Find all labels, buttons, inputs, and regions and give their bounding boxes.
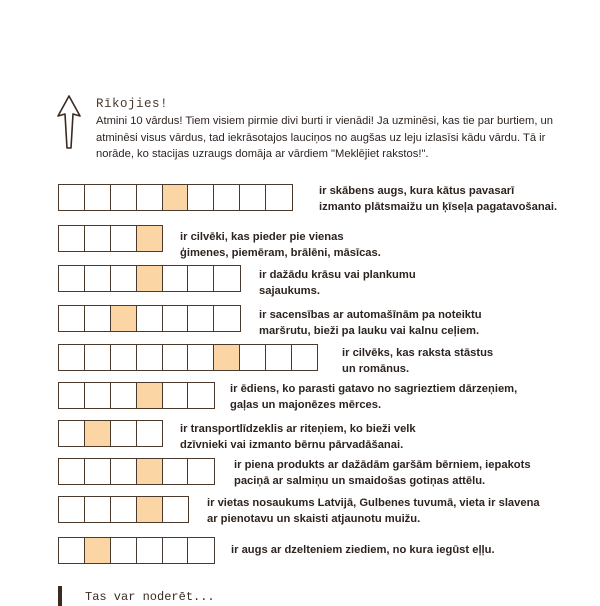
puzzle-row bbox=[58, 184, 293, 211]
letter-cell[interactable] bbox=[58, 305, 85, 332]
puzzle-row bbox=[58, 496, 189, 523]
letter-cell[interactable] bbox=[239, 184, 266, 211]
letter-cell[interactable] bbox=[265, 344, 292, 371]
letter-cell[interactable] bbox=[162, 344, 189, 371]
letter-cell[interactable] bbox=[110, 184, 137, 211]
letter-cell[interactable] bbox=[187, 458, 214, 485]
letter-cell[interactable] bbox=[265, 184, 292, 211]
highlighted-letter-cell[interactable] bbox=[136, 265, 163, 292]
letter-cell[interactable] bbox=[136, 305, 163, 332]
letter-cell[interactable] bbox=[58, 225, 85, 252]
highlighted-letter-cell[interactable] bbox=[136, 225, 163, 252]
clue-text: ir vietas nosaukums Latvijā, Gulbenes tuvumā, vieta ir slavena ar pienotavu un skaisti atjaunotu muižu. bbox=[207, 497, 540, 525]
letter-cell[interactable] bbox=[187, 344, 214, 371]
letter-cell[interactable] bbox=[110, 344, 137, 371]
letter-cell[interactable] bbox=[84, 225, 111, 252]
letter-cell[interactable] bbox=[58, 420, 85, 447]
letter-cell[interactable] bbox=[58, 537, 85, 564]
hint-bar bbox=[58, 586, 62, 606]
letter-cell[interactable] bbox=[84, 265, 111, 292]
letter-cell[interactable] bbox=[136, 344, 163, 371]
puzzle-row bbox=[58, 344, 318, 371]
letter-cell[interactable] bbox=[213, 265, 240, 292]
letter-cell[interactable] bbox=[213, 305, 240, 332]
letter-cell[interactable] bbox=[162, 265, 189, 292]
letter-cell[interactable] bbox=[58, 496, 85, 523]
puzzle-row bbox=[58, 305, 241, 332]
letter-cell[interactable] bbox=[187, 265, 214, 292]
letter-cell[interactable] bbox=[84, 382, 111, 409]
highlighted-letter-cell[interactable] bbox=[84, 537, 111, 564]
letter-cell[interactable] bbox=[58, 458, 85, 485]
puzzle-row bbox=[58, 225, 163, 252]
letter-cell[interactable] bbox=[84, 184, 111, 211]
letter-cell[interactable] bbox=[162, 496, 189, 523]
letter-cell[interactable] bbox=[84, 458, 111, 485]
letter-cell[interactable] bbox=[110, 458, 137, 485]
puzzle-row bbox=[58, 265, 241, 292]
letter-cell[interactable] bbox=[58, 184, 85, 211]
highlighted-letter-cell[interactable] bbox=[136, 382, 163, 409]
letter-cell[interactable] bbox=[291, 344, 318, 371]
puzzle-row bbox=[58, 420, 163, 447]
letter-cell[interactable] bbox=[162, 537, 189, 564]
highlighted-letter-cell[interactable] bbox=[136, 496, 163, 523]
letter-cell[interactable] bbox=[136, 420, 163, 447]
clue-text: ir sacensības ar automašīnām pa noteiktu maršrutu, bieži pa lauku vai kalnu ceļiem. bbox=[259, 309, 482, 337]
letter-cell[interactable] bbox=[187, 305, 214, 332]
letter-cell[interactable] bbox=[187, 382, 214, 409]
letter-cell[interactable] bbox=[58, 265, 85, 292]
highlighted-letter-cell[interactable] bbox=[136, 458, 163, 485]
letter-cell[interactable] bbox=[187, 537, 214, 564]
letter-cell[interactable] bbox=[110, 496, 137, 523]
clue-text: ir dažādu krāsu vai plankumu sajaukums. bbox=[259, 269, 416, 297]
letter-cell[interactable] bbox=[84, 496, 111, 523]
letter-cell[interactable] bbox=[58, 344, 85, 371]
clue-text: ir cilvēki, kas pieder pie vienas ģimenes, piemēram, brālēni, māsīcas. bbox=[180, 231, 381, 259]
letter-cell[interactable] bbox=[136, 537, 163, 564]
letter-cell[interactable] bbox=[84, 344, 111, 371]
letter-cell[interactable] bbox=[162, 458, 189, 485]
clue-text: ir skābens augs, kura kātus pavasarī izmanto plātsmaižu un ķīseļa pagatavošanai. bbox=[319, 185, 558, 213]
puzzle-row bbox=[58, 458, 215, 485]
clue-text: ir cilvēks, kas raksta stāstus un romānus. bbox=[342, 347, 494, 375]
letter-cell[interactable] bbox=[162, 305, 189, 332]
letter-cell[interactable] bbox=[58, 382, 85, 409]
clue-text: ir piena produkts ar dažādām garšām bērniem, iepakots paciņā ar salmiņu un smaidošas gotiņas attēlu. bbox=[234, 459, 531, 487]
highlighted-letter-cell[interactable] bbox=[162, 184, 189, 211]
letter-cell[interactable] bbox=[110, 420, 137, 447]
puzzle-row bbox=[58, 382, 215, 409]
letter-cell[interactable] bbox=[162, 382, 189, 409]
page-title: Rīkojies! bbox=[96, 97, 169, 111]
letter-cell[interactable] bbox=[84, 305, 111, 332]
letter-cell[interactable] bbox=[187, 184, 214, 211]
highlighted-letter-cell[interactable] bbox=[84, 420, 111, 447]
letter-cell[interactable] bbox=[110, 225, 137, 252]
puzzle-row bbox=[58, 537, 215, 564]
instructions: Atmini 10 vārdus! Tiem visiem pirmie divi burti ir vienādi! Ja uzminēsi, kas tie par burtiem, un atminēsi visus vārdus, tad iekrāsotajos lauciņos no augšas uz leju izlasīsi kādu vārdu. Tā ir norāde, ko stacijas uzraugs domāja ar vārdiem "Meklējiet rakstos!". bbox=[96, 115, 553, 160]
letter-cell[interactable] bbox=[110, 265, 137, 292]
letter-cell[interactable] bbox=[110, 537, 137, 564]
highlighted-letter-cell[interactable] bbox=[110, 305, 137, 332]
up-arrow-icon bbox=[56, 94, 82, 150]
hint-heading: Tas var noderēt... bbox=[85, 590, 215, 604]
clue-text: ir augs ar dzelteniem ziediem, no kura iegūst eļļu. bbox=[231, 544, 495, 556]
letter-cell[interactable] bbox=[213, 184, 240, 211]
clue-text: ir ēdiens, ko parasti gatavo no sagrieztiem dārzeņiem, gaļas un majonēzes mērces. bbox=[230, 383, 518, 411]
letter-cell[interactable] bbox=[136, 184, 163, 211]
letter-cell[interactable] bbox=[239, 344, 266, 371]
letter-cell[interactable] bbox=[110, 382, 137, 409]
clue-text: ir transportlīdzeklis ar riteņiem, ko bieži velk dzīvnieki vai izmanto bērnu pārvadāšanai. bbox=[180, 423, 416, 451]
highlighted-letter-cell[interactable] bbox=[213, 344, 240, 371]
